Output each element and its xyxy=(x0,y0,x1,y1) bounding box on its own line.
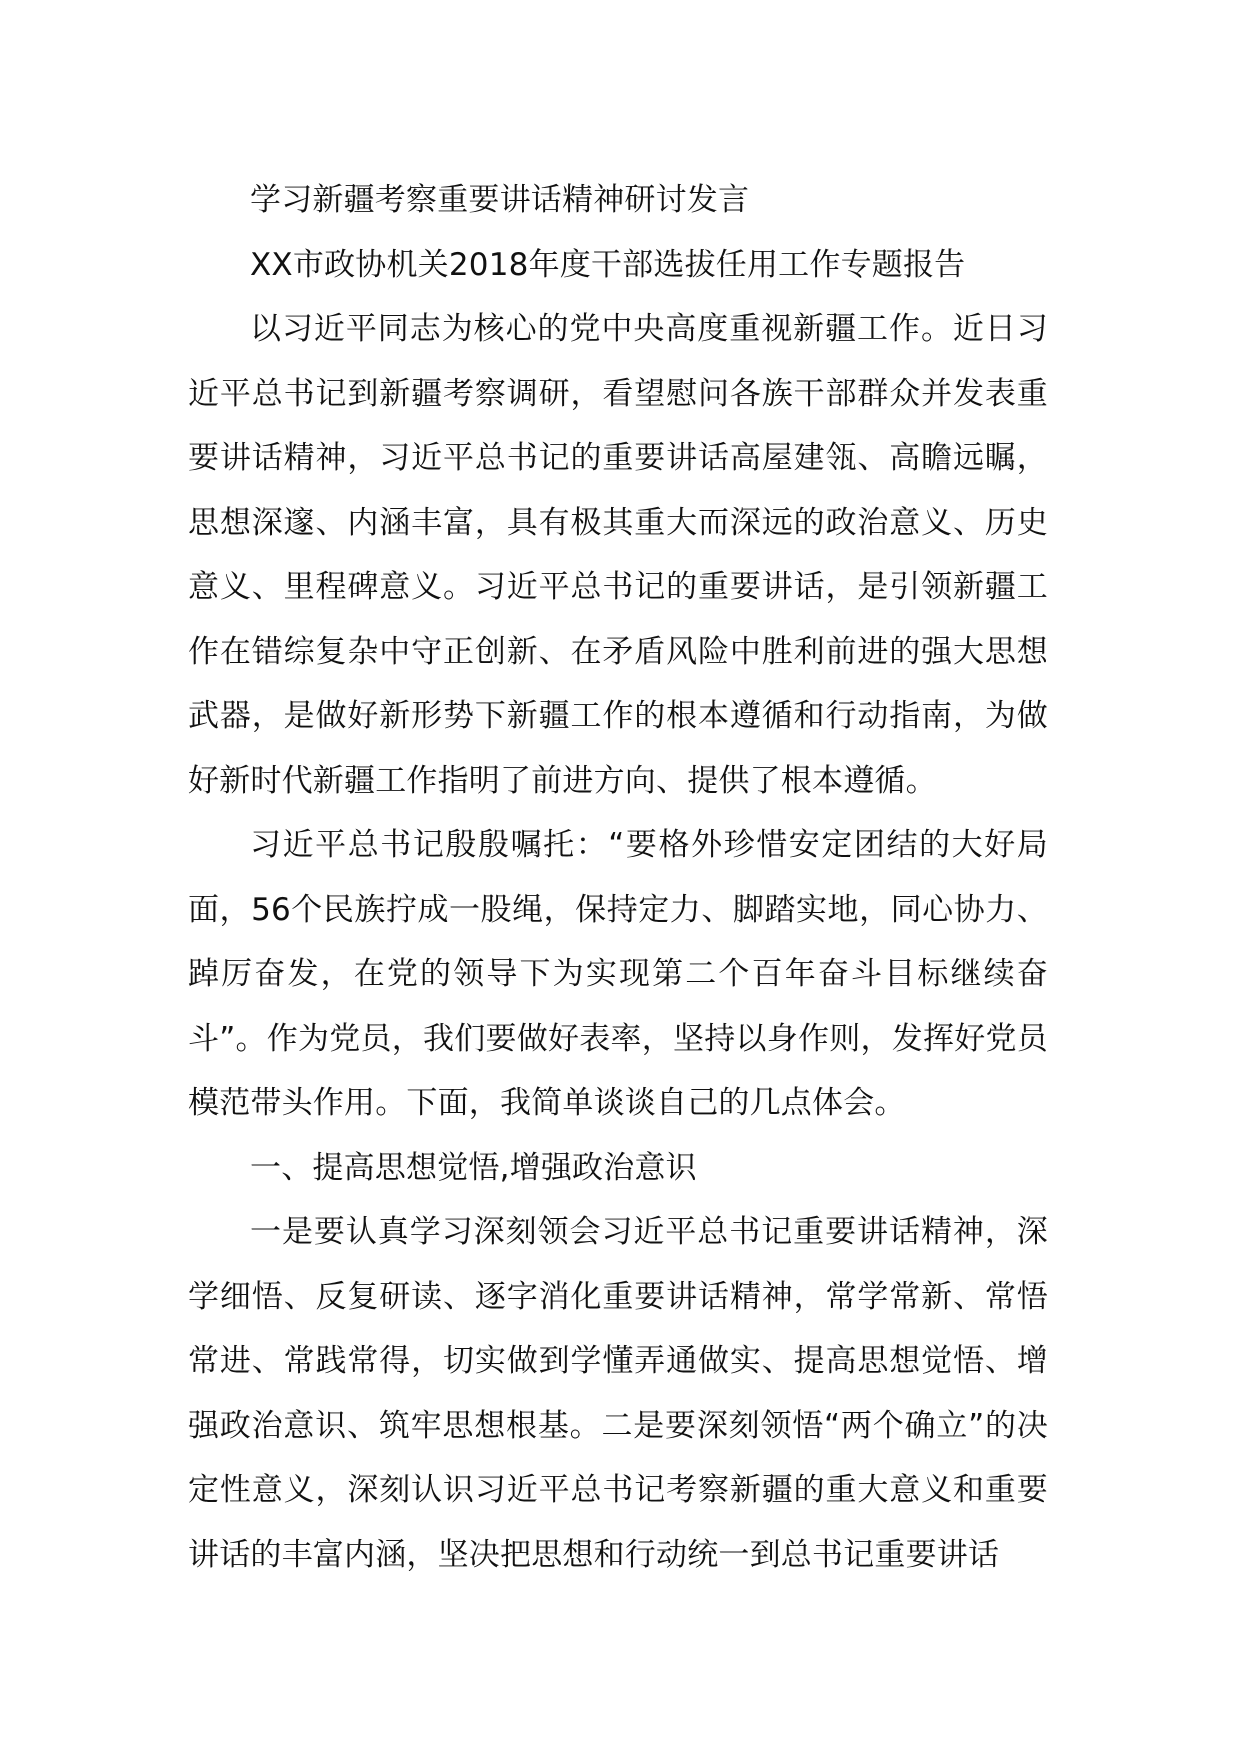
section-paragraph: 一是要认真学习深刻领会习近平总书记重要讲话精神，深学细悟、反复研读、逐字消化重要讲话精神，常学常新、常悟常进、常践常得，切实做到学懂弄通做实、提高思想觉悟、增强政治意识、筑牢思想根基。二是要深刻领悟“两个确立”的决定性意义，深刻认识习近平总书记考察新疆的重大意义和重要讲话的丰富内涵，坚决把思想和行动统一到总书记重要讲话 xyxy=(188,1214,1048,1573)
paragraph-intro: 以习近平同志为核心的党中央高度重视新疆工作。近日习近平总书记到新疆考察调研，看望慰问各族干部群众并发表重要讲话精神，习近平总书记的重要讲话高屋建瓴、高瞻远瞩，思想深邃、内涵丰富，具有极其重大而深远的政治意义、历史意义、里程碑意义。习近平总书记的重要讲话，是引领新疆工作在错综复杂中守正创新、在矛盾风险中胜利前进的强大思想武器，是做好新形势下新疆工作的根本遵循和行动指南，为做好新时代新疆工作指明了前进方向、提供了根本遵循。 xyxy=(188,311,1048,799)
paragraph-exhortation: 习近平总书记殷殷嘱托：“要格外珍惜安定团结的大好局面，56个民族拧成一股绳，保持定力、脚踏实地，同心协力、踔厉奋发，在党的领导下为实现第二个百年奋斗目标继续奋斗”。作为党员，我们要做好表率，坚持以身作则，发挥好党员模范带头作用。下面，我简单谈谈自己的几点体会。 xyxy=(188,827,1048,1121)
section-heading: 一、提高思想觉悟,增强政治意识 xyxy=(250,1149,697,1186)
document-body xyxy=(188,168,1048,1587)
document-title: 学习新疆考察重要讲话精神研讨发言 xyxy=(250,182,750,218)
document-subtitle: XX市政协机关2018年度干部选拔任用工作专题报告 xyxy=(250,246,966,283)
